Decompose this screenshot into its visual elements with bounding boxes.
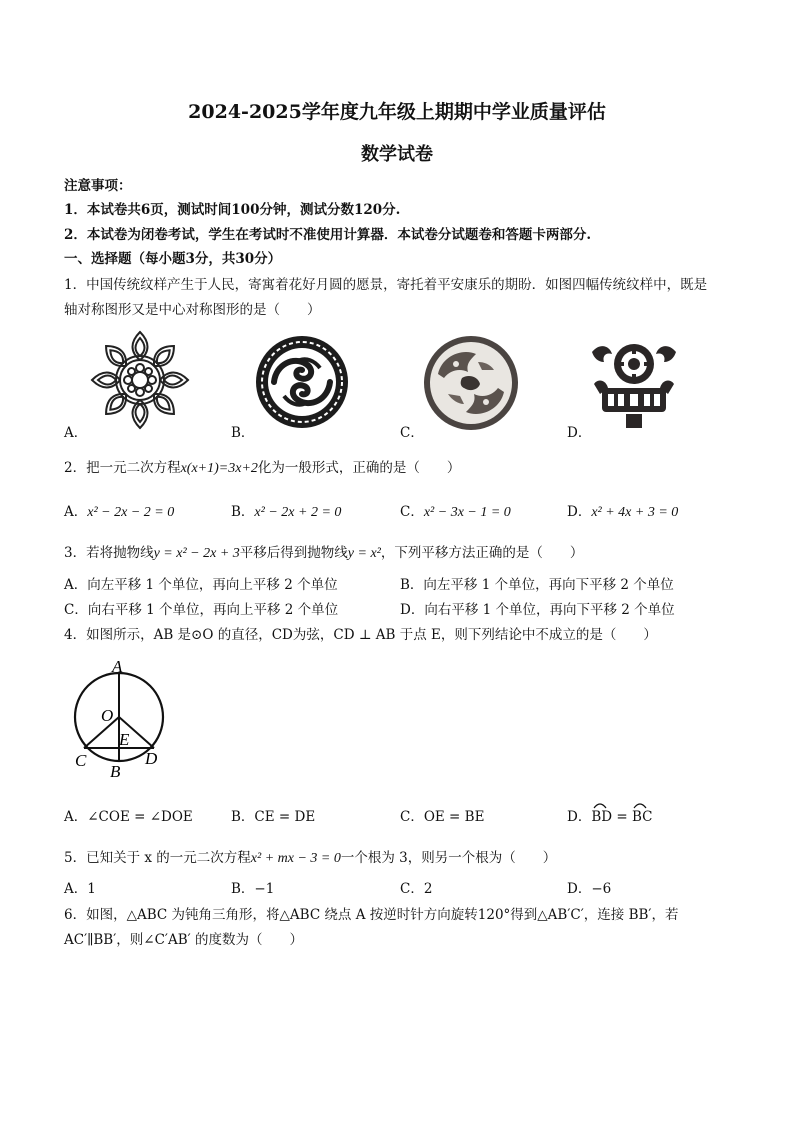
q3-option-a: A．向左平移 1 个单位，再向上平移 2 个单位 bbox=[64, 577, 338, 593]
arc-marks-icon bbox=[590, 800, 660, 810]
q5-option-c: C．2 bbox=[400, 881, 433, 897]
q4-option-a: A．∠COE = ∠DOE bbox=[64, 809, 193, 825]
q1-option-d: D． bbox=[567, 425, 592, 441]
pattern-a-flower-image bbox=[88, 328, 192, 432]
q3-option-d: D．向右平移 1 个单位，再向下平移 2 个单位 bbox=[400, 602, 675, 618]
q2-equation: x(x+1)=3x+2 bbox=[180, 461, 258, 476]
q3-option-c: C．向右平移 1 个单位，再向上平移 2 个单位 bbox=[64, 602, 339, 618]
label-e: E bbox=[119, 730, 130, 749]
section-heading: 一、选择题（每小题3分，共30分） bbox=[64, 251, 282, 267]
q4-circle-figure bbox=[66, 652, 166, 784]
q1-stem-line1: 1．中国传统纹样产生于人民，寄寓着花好月圆的愿景，寄托着平安康乐的期盼．如图四幅传统纹样中，既是 bbox=[64, 277, 708, 293]
label-o: O bbox=[101, 706, 114, 725]
q4-option-b: B．CE = DE bbox=[231, 809, 316, 825]
q2-option-b: B．x² − 2x + 2 = 0 bbox=[231, 504, 342, 520]
q1-option-a: A． bbox=[64, 425, 88, 441]
q4-option-c: C．OE = BE bbox=[400, 809, 485, 825]
q1-option-b: B． bbox=[231, 425, 255, 441]
q6-stem-line1: 6．如图，△ABC 为钝角三角形，将△ABC 绕点 A 按逆时针方向旋转120°得到△AB′C′，连接 BB′，若 bbox=[64, 907, 679, 923]
q1-stem-line2: 轴对称图形又是中心对称图形的是（ ） bbox=[64, 302, 321, 318]
q5-stem: 5．已知关于 x 的一元二次方程x² + mx − 3 = 0一个根为 3，则另一个根为（ ） bbox=[64, 850, 557, 866]
q3-stem: 3．若将抛物线y = x² − 2x + 3平移后得到抛物线y = x²，下列平移方法正确的是（ ） bbox=[64, 545, 584, 561]
q2-stem: 2．把一元二次方程x(x+1)=3x+2化为一般形式，正确的是（ ） bbox=[64, 460, 461, 476]
pattern-c-birds-image bbox=[422, 334, 520, 432]
q2-option-d: D．x² + 4x + 3 = 0 bbox=[567, 504, 679, 520]
q2-option-a: A．x² − 2x − 2 = 0 bbox=[64, 504, 175, 520]
q5-option-d: D．−6 bbox=[567, 881, 612, 897]
label-d: D bbox=[145, 749, 158, 768]
q6-stem-line2: AC′∥BB′，则∠C′AB′ 的度数为（ ） bbox=[64, 932, 304, 948]
page-subtitle: 数学试卷 bbox=[361, 144, 433, 165]
q4-option-d: D．BD = BC bbox=[567, 809, 653, 825]
q5-option-a: A．1 bbox=[64, 881, 96, 897]
notes-heading: 注意事项： bbox=[64, 178, 132, 194]
page-title: 2024-2025学年度九年级上期期中学业质量评估 bbox=[188, 101, 606, 123]
q3-option-b: B．向左平移 1 个单位，再向下平移 2 个单位 bbox=[400, 577, 674, 593]
label-b: B bbox=[110, 762, 121, 781]
label-a: A bbox=[112, 657, 123, 676]
q1-option-c: C． bbox=[400, 425, 424, 441]
note-item-1: 1．本试卷共6页，测试时间100分钟，测试分数120分. bbox=[64, 202, 401, 218]
q4-stem: 4．如图所示，AB 是⊙O 的直径，CD为弦，CD ⊥ AB 于点 E，则下列结论中不成立的是（ ） bbox=[64, 627, 657, 643]
label-c: C bbox=[75, 751, 87, 770]
note-item-2: 2．本试卷为闭卷考试，学生在考试时不准使用计算器．本试卷分试题卷和答题卡两部分. bbox=[64, 227, 592, 243]
pattern-b-swirl-image bbox=[254, 334, 350, 430]
q2-option-c: C．x² − 3x − 1 = 0 bbox=[400, 504, 511, 520]
q5-option-b: B．−1 bbox=[231, 881, 275, 897]
pattern-d-ornament-image bbox=[586, 334, 682, 432]
